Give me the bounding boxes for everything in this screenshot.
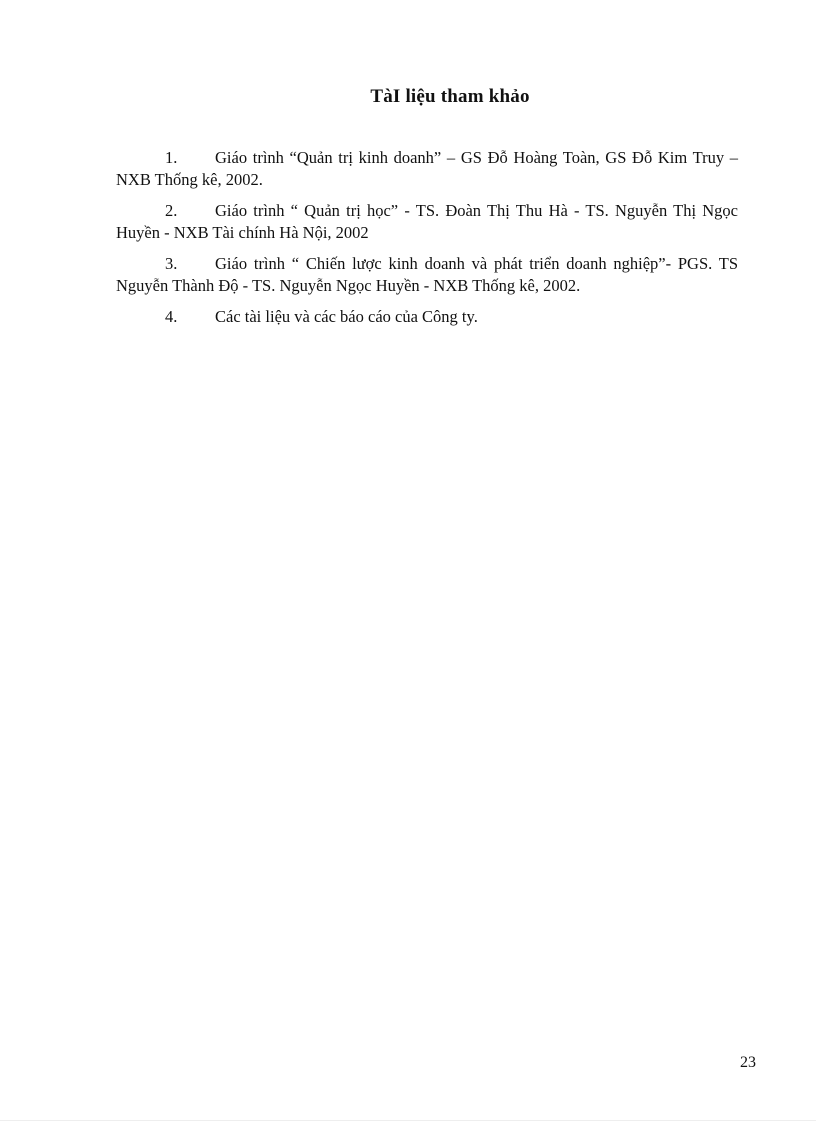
- reference-item-3: [116, 253, 738, 297]
- reference-text: Giáo trình “ Quản trị học” - TS. Đoàn Thị Thu Hà - TS. Nguyễn Thị Ngọc Huyền - NXB Tài chính Hà Nội, 2002: [116, 201, 738, 242]
- reference-number: 3.: [165, 254, 178, 273]
- reference-item-4: [116, 306, 738, 328]
- reference-item-1: [116, 147, 738, 191]
- reference-number: 2.: [165, 201, 178, 220]
- reference-number: 4.: [165, 307, 178, 326]
- reference-list: [116, 147, 738, 337]
- reference-text: Giáo trình “Quản trị kinh doanh” – GS Đỗ Hoàng Toàn, GS Đỗ Kim Truy – NXB Thống kê, 2002.: [116, 148, 738, 189]
- page-bottom-divider: [0, 1120, 816, 1121]
- page-number: 23: [740, 1054, 756, 1071]
- reference-item-2: [116, 200, 738, 244]
- reference-text: Giáo trình “ Chiến lược kinh doanh và phát triển doanh nghiệp”- PGS. TS Nguyễn Thành Độ - TS. Nguyễn Ngọc Huyền - NXB Thống kê, 2002.: [116, 254, 738, 295]
- reference-number: 1.: [165, 148, 178, 167]
- page-title: TàI liệu tham khảo: [370, 86, 530, 107]
- reference-text: Các tài liệu và các báo cáo của Công ty.: [215, 307, 478, 326]
